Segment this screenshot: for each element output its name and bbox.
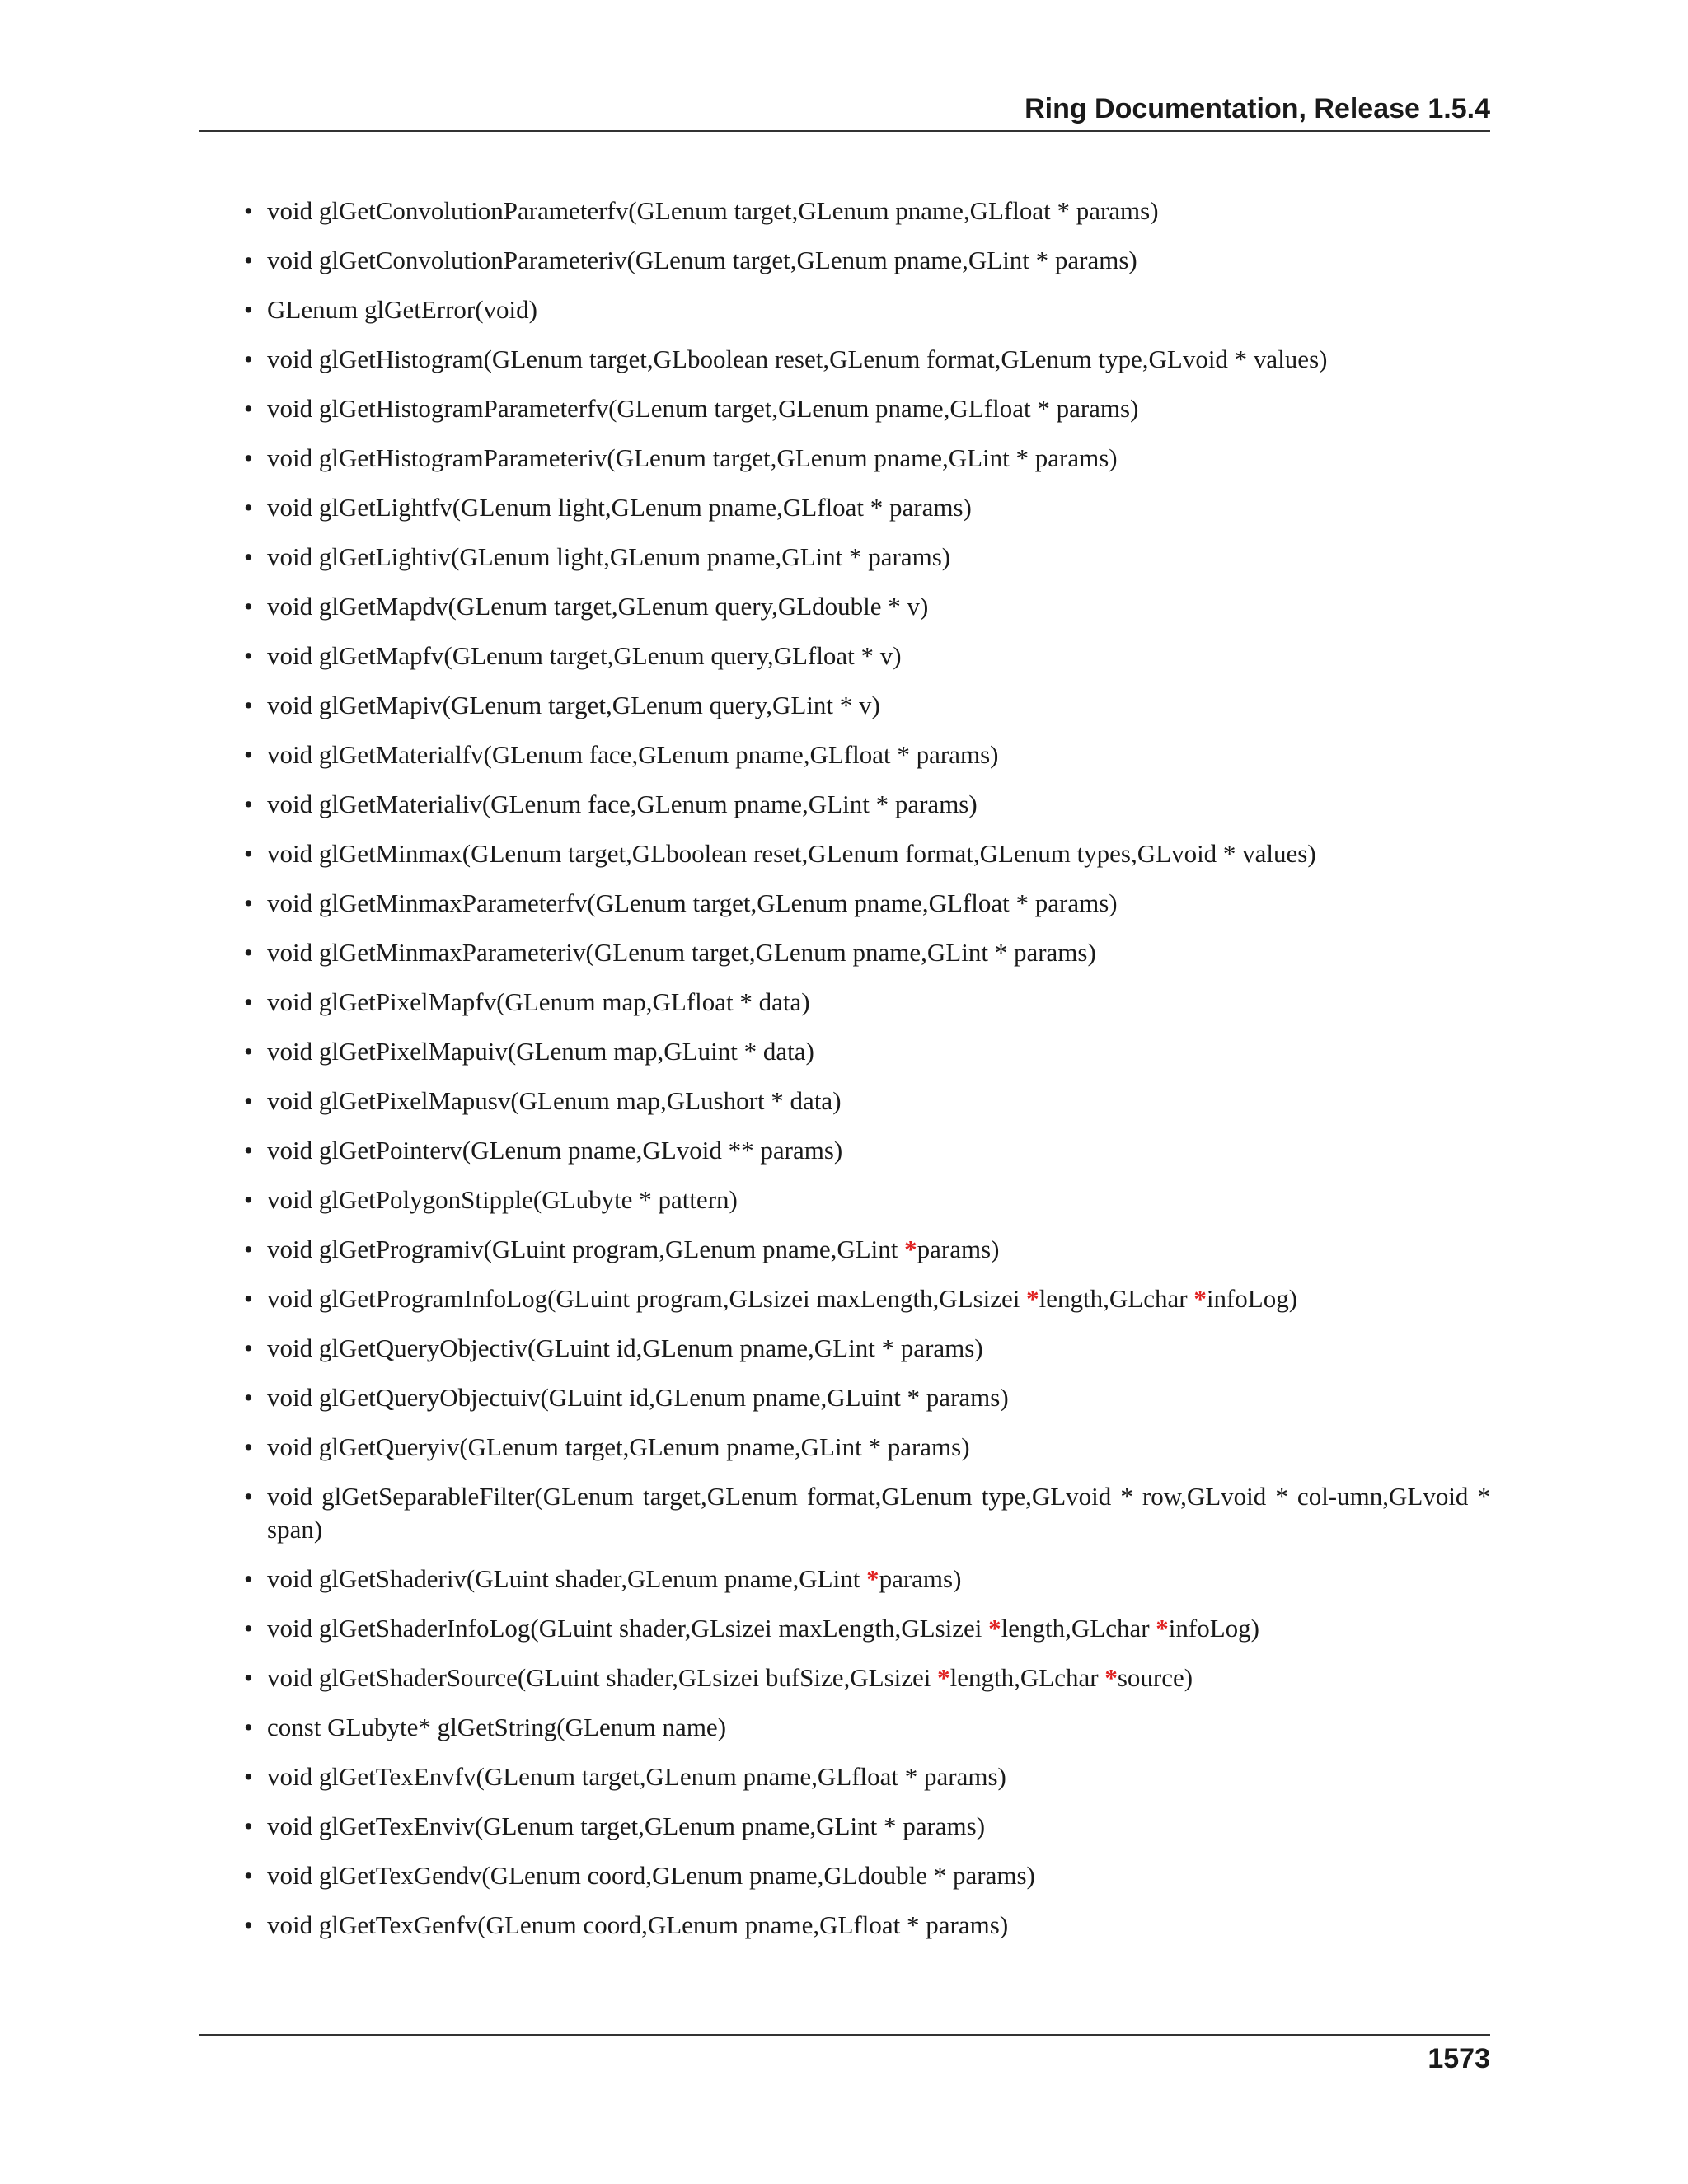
function-list-item	[244, 1282, 1490, 1315]
bullet-glyph: •	[244, 1333, 253, 1362]
function-signature	[267, 394, 1138, 423]
bullet-glyph: •	[244, 740, 253, 769]
function-signature	[267, 1432, 970, 1461]
function-list-item	[244, 1480, 1490, 1546]
signature-text: void glGetShaderSource(GLuint shader,GLsizei bufSize,GLsizei	[267, 1663, 938, 1692]
signature-text: void glGetPixelMapusv(GLenum map,GLushort * data)	[267, 1086, 842, 1115]
function-signature	[267, 1482, 1490, 1544]
function-signature	[267, 1811, 985, 1840]
function-signature	[267, 1614, 1259, 1643]
bullet-glyph: •	[244, 1235, 253, 1263]
function-list-item	[244, 640, 1490, 673]
signature-text: void glGetPolygonStipple(GLubyte * pattern)	[267, 1185, 738, 1214]
function-list-item	[244, 1810, 1490, 1843]
function-signature	[267, 1762, 1006, 1791]
signature-text: void glGetPixelMapfv(GLenum map,GLfloat * data)	[267, 987, 810, 1016]
function-list-item	[244, 590, 1490, 623]
bullet-glyph: •	[244, 1811, 253, 1840]
bullet-glyph: •	[244, 246, 253, 274]
signature-text: void glGetTexGendv(GLenum coord,GLenum pname,GLdouble * params)	[267, 1861, 1035, 1890]
signature-text: void glGetQueryObjectiv(GLuint id,GLenum pname,GLint * params)	[267, 1333, 983, 1362]
signature-text: void glGetMinmaxParameteriv(GLenum target,GLenum pname,GLint * params)	[267, 938, 1096, 967]
function-signature	[267, 641, 902, 670]
function-list-item	[244, 936, 1490, 969]
signature-text: void glGetMapdv(GLenum target,GLenum query,GLdouble * v)	[267, 592, 929, 621]
function-list-item	[244, 788, 1490, 821]
function-list-item	[244, 1183, 1490, 1216]
function-list-item	[244, 1563, 1490, 1596]
signature-text: void glGetMapiv(GLenum target,GLenum query,GLint * v)	[267, 691, 880, 719]
function-list-item	[244, 1035, 1490, 1068]
function-signature	[267, 790, 978, 818]
signature-text: void glGetProgramiv(GLuint program,GLenum pname,GLint	[267, 1235, 905, 1263]
function-list-item	[244, 1134, 1490, 1167]
function-signature	[267, 1235, 999, 1263]
pointer-asterisk: *	[988, 1614, 1001, 1643]
signature-text: void glGetProgramInfoLog(GLuint program,GLsizei maxLength,GLsizei	[267, 1284, 1027, 1313]
function-signature	[267, 592, 928, 621]
signature-text: infoLog)	[1168, 1614, 1259, 1643]
signature-text: void glGetPixelMapuiv(GLenum map,GLuint * data)	[267, 1037, 814, 1066]
function-list-item	[244, 442, 1490, 475]
bullet-glyph: •	[244, 542, 253, 571]
pointer-asterisk: *	[1104, 1663, 1118, 1692]
signature-text: void glGetTexGenfv(GLenum coord,GLenum pname,GLfloat * params)	[267, 1910, 1009, 1939]
function-list-item	[244, 1381, 1490, 1414]
bullet-glyph: •	[244, 1037, 253, 1066]
function-list-item	[244, 1612, 1490, 1645]
function-signature	[267, 246, 1137, 274]
function-list-item	[244, 1711, 1490, 1744]
function-list-item	[244, 738, 1490, 771]
signature-text: void glGetLightfv(GLenum light,GLenum pname,GLfloat * params)	[267, 493, 972, 522]
bullet-glyph: •	[244, 1713, 253, 1741]
function-signature	[267, 196, 1159, 225]
function-list-item	[244, 1661, 1490, 1694]
function-signature	[267, 1136, 842, 1165]
pointer-asterisk: *	[1026, 1284, 1039, 1313]
function-signature	[267, 938, 1096, 967]
function-signature	[267, 987, 810, 1016]
function-list-item	[244, 392, 1490, 425]
signature-text: void glGetLightiv(GLenum light,GLenum pname,GLint * params)	[267, 542, 951, 571]
function-signature	[267, 1383, 1009, 1412]
function-list-item	[244, 887, 1490, 920]
function-signature	[267, 888, 1118, 917]
function-list-item	[244, 1760, 1490, 1793]
signature-text: void glGetShaderiv(GLuint shader,GLenum pname,GLint	[267, 1564, 867, 1593]
signature-text: void glGetTexEnviv(GLenum target,GLenum pname,GLint * params)	[267, 1811, 986, 1840]
signature-text: void glGetHistogram(GLenum target,GLboolean reset,GLenum format,GLenum type,GLvoid * values)	[267, 344, 1328, 373]
signature-text: infoLog)	[1206, 1284, 1298, 1313]
bullet-glyph: •	[244, 1383, 253, 1412]
signature-text: void glGetMaterialfv(GLenum face,GLenum pname,GLfloat * params)	[267, 740, 999, 769]
bullet-glyph: •	[244, 1564, 253, 1593]
signature-text: void glGetQueryiv(GLenum target,GLenum pname,GLint * params)	[267, 1432, 970, 1461]
function-signature	[267, 1037, 814, 1066]
bullet-glyph: •	[244, 1614, 253, 1643]
function-signature	[267, 1663, 1193, 1692]
function-list-item	[244, 1431, 1490, 1464]
pointer-asterisk: *	[904, 1235, 917, 1263]
signature-text: void glGetMapfv(GLenum target,GLenum query,GLfloat * v)	[267, 641, 902, 670]
function-list-item	[244, 1233, 1490, 1266]
function-signature	[267, 740, 998, 769]
signature-text: const GLubyte* glGetString(GLenum name)	[267, 1713, 727, 1741]
signature-text: void glGetMinmaxParameterfv(GLenum target,GLenum pname,GLfloat * params)	[267, 888, 1118, 917]
pointer-asterisk: *	[1156, 1614, 1169, 1643]
bullet-glyph: •	[244, 493, 253, 522]
function-list-item	[244, 1085, 1490, 1118]
function-signature	[267, 1284, 1297, 1313]
function-signature	[267, 295, 537, 324]
signature-text: GLenum glGetError(void)	[267, 295, 537, 324]
function-list-item	[244, 837, 1490, 870]
function-list-item	[244, 1859, 1490, 1892]
signature-text: void glGetQueryObjectuiv(GLuint id,GLenum pname,GLuint * params)	[267, 1383, 1009, 1412]
function-signature	[267, 1861, 1035, 1890]
bullet-glyph: •	[244, 1086, 253, 1115]
page-header-title: Ring Documentation, Release 1.5.4	[1025, 93, 1490, 124]
function-signature	[267, 1185, 738, 1214]
bullet-glyph: •	[244, 641, 253, 670]
function-list-item	[244, 491, 1490, 524]
function-list-item	[244, 194, 1490, 227]
function-list-item	[244, 343, 1490, 376]
signature-text: length,GLchar	[1001, 1614, 1156, 1643]
pointer-asterisk: *	[937, 1663, 950, 1692]
signature-text: void glGetHistogramParameterfv(GLenum target,GLenum pname,GLfloat * params)	[267, 394, 1139, 423]
bullet-glyph: •	[244, 1482, 253, 1511]
footer-rule	[199, 2034, 1490, 2036]
signature-text: params)	[917, 1235, 1000, 1263]
function-list-item	[244, 1909, 1490, 1942]
bullet-glyph: •	[244, 1663, 253, 1692]
bullet-glyph: •	[244, 1861, 253, 1890]
bullet-glyph: •	[244, 839, 253, 868]
bullet-glyph: •	[244, 1136, 253, 1165]
function-signature	[267, 691, 880, 719]
function-list	[244, 194, 1490, 1958]
bullet-glyph: •	[244, 394, 253, 423]
signature-text: length,GLchar	[1039, 1284, 1194, 1313]
signature-text: void glGetHistogramParameteriv(GLenum target,GLenum pname,GLint * params)	[267, 443, 1118, 472]
bullet-glyph: •	[244, 790, 253, 818]
function-list-item	[244, 541, 1490, 574]
pointer-asterisk: *	[866, 1564, 879, 1593]
bullet-glyph: •	[244, 344, 253, 373]
signature-text: void glGetMaterialiv(GLenum face,GLenum pname,GLint * params)	[267, 790, 978, 818]
function-list-item	[244, 689, 1490, 722]
bullet-glyph: •	[244, 938, 253, 967]
function-list-item	[244, 244, 1490, 277]
pointer-asterisk: *	[1193, 1284, 1207, 1313]
signature-text: length,GLchar	[950, 1663, 1105, 1692]
function-signature	[267, 1713, 726, 1741]
bullet-glyph: •	[244, 1432, 253, 1461]
bullet-glyph: •	[244, 1762, 253, 1791]
signature-text: void glGetSeparableFilter(GLenum target,GLenum format,GLenum type,GLvoid * row,GLvoid * col-umn,GLvoid * span)	[267, 1482, 1490, 1544]
bullet-glyph: •	[244, 295, 253, 324]
bullet-glyph: •	[244, 196, 253, 225]
function-signature	[267, 1086, 842, 1115]
function-list-item	[244, 986, 1490, 1019]
function-signature	[267, 1910, 1008, 1939]
header-rule	[199, 130, 1490, 132]
signature-text: void glGetShaderInfoLog(GLuint shader,GLsizei maxLength,GLsizei	[267, 1614, 989, 1643]
function-signature	[267, 493, 972, 522]
function-signature	[267, 344, 1327, 373]
page-number: 1573	[1428, 2043, 1490, 2074]
signature-text: void glGetPointerv(GLenum pname,GLvoid ** params)	[267, 1136, 843, 1165]
function-list-item	[244, 1332, 1490, 1365]
function-signature	[267, 1333, 983, 1362]
bullet-glyph: •	[244, 1910, 253, 1939]
bullet-glyph: •	[244, 1284, 253, 1313]
signature-text: params)	[879, 1564, 962, 1593]
signature-text: void glGetConvolutionParameterfv(GLenum target,GLenum pname,GLfloat * params)	[267, 196, 1159, 225]
bullet-glyph: •	[244, 443, 253, 472]
bullet-glyph: •	[244, 888, 253, 917]
signature-text: void glGetTexEnvfv(GLenum target,GLenum pname,GLfloat * params)	[267, 1762, 1006, 1791]
function-signature	[267, 1564, 961, 1593]
signature-text: void glGetConvolutionParameteriv(GLenum target,GLenum pname,GLint * params)	[267, 246, 1137, 274]
function-list-item	[244, 293, 1490, 326]
function-signature	[267, 542, 950, 571]
function-signature	[267, 443, 1118, 472]
function-signature	[267, 839, 1316, 868]
bullet-glyph: •	[244, 987, 253, 1016]
bullet-glyph: •	[244, 691, 253, 719]
bullet-glyph: •	[244, 592, 253, 621]
signature-text: void glGetMinmax(GLenum target,GLboolean reset,GLenum format,GLenum types,GLvoid * values)	[267, 839, 1316, 868]
bullet-glyph: •	[244, 1185, 253, 1214]
signature-text: source)	[1117, 1663, 1193, 1692]
